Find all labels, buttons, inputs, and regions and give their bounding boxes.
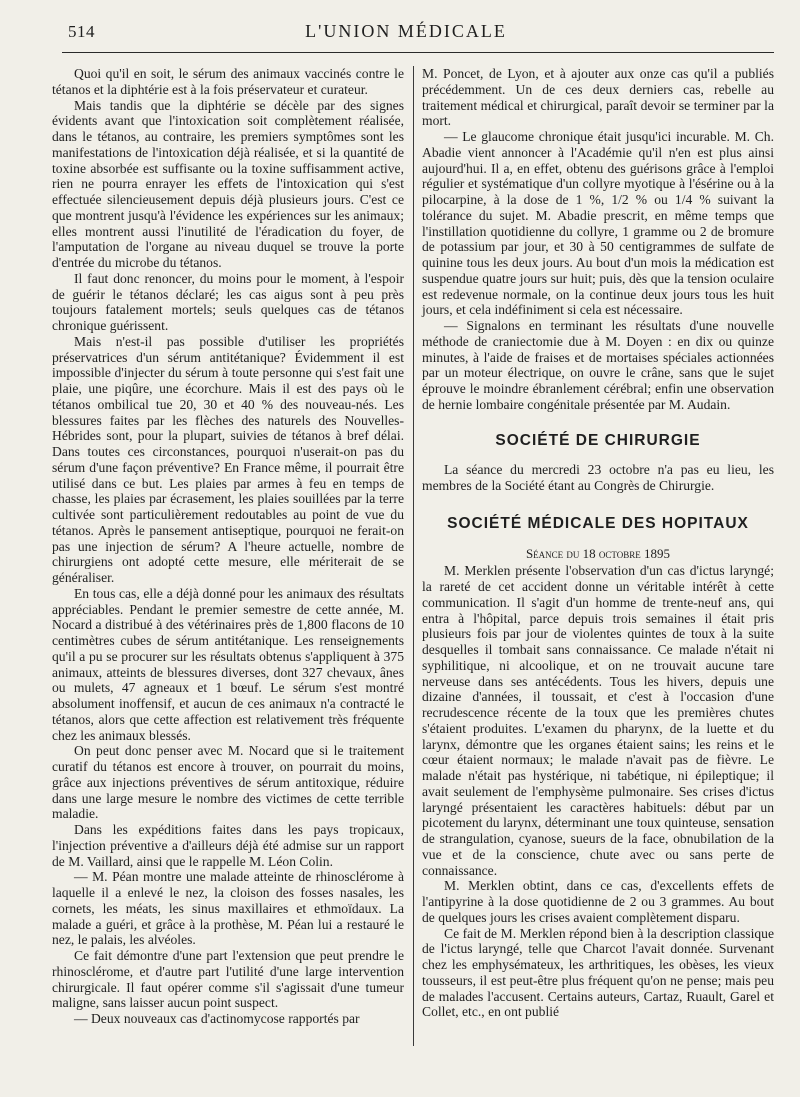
section-title-chirurgie: SOCIÉTÉ DE CHIRURGIE: [495, 431, 701, 449]
page-header: [40, 18, 772, 48]
section-title-hopitaux: SOCIÉTÉ MÉDICALE DES HOPITAUX: [447, 514, 749, 532]
paragraph: M. Merklen obtint, dans ce cas, d'excellents effets de l'antipyrine à la dose quotidienne de 2 ou 3 grammes. Au bout de quelques jours les crises avaient complètement disparu.: [422, 878, 774, 925]
paragraph: — M. Péan montre une malade atteinte de rhinosclérome à laquelle il a enlevé le nez, la cloison des fosses nasales, les cornets, les méats, les sinus maxillaires et ethmoïdaux. La malade a guéri, et grâce à la prothèse, M. Péan lui a restauré le nez, le palais, les alvéoles.: [52, 869, 404, 948]
session-date: Séance du 18 octobre 1895: [525, 545, 671, 561]
paragraph: M. Poncet, de Lyon, et à ajouter aux onze cas qu'il a publiés précédemment. Un de ces deux derniers cas, rebelle au traitement médical et chirurgical, paraît devoir se terminer par la mort.: [422, 66, 774, 129]
paragraph: Mais tandis que la diphtérie se décèle par des signes évidents avant que l'intoxication soit complètement réalisée, dans le tétanos, au contraire, les premiers symptômes sont les manifestations de l'intoxication déjà réalisée, et si la quantité de toxine absorbée est suffisante ou la toxine suffisamment active, rien ne pourra enrayer les effets de l'intoxication qui s'est effectuée silencieusement depuis déjà plusieurs jours. C'est ce que montrent jusqu'à l'évidence les expériences sur les animaux; elles montrent aussi l'inutilité de l'éradication du foyer, de l'amputation de l'organe au niveau duquel se trouve la porte d'entrée du microbe du tétanos.: [52, 97, 404, 270]
paragraph: — Deux nouveaux cas d'actinomycose rapportés par: [74, 1011, 360, 1026]
paragraph: En tous cas, elle a déjà donné pour les animaux des résultats appréciables. Pendant le premier semestre de cette année, M. Nocard a distribué à des vétérinaires près de 1,800 flacons de 10 centimètres cubes de sérum antitétanique. Les renseignements qu'il a pu se procurer sur les résultats obtenus s'appliquent à 375 animaux, atteints de blessures diverses, dont 327 chevaux, ânes ou mulets, 47 agneaux et 1 bœuf. Le sérum s'est montré absolument inoffensif, et aucun de ces animaux n'a contracté le tétanos, alors que cette affection est relativement très fréquente chez les animaux blessés.: [52, 585, 404, 743]
paragraph: — Signalons en terminant les résultats d'une nouvelle méthode de craniectomie due à M. Doyen : en dix ou quinze minutes, à l'aide de fraises et de mortaises spéciales actionnées par un moteur électrique, on ouvre le crâne, sans que le sujet éprouve le moindre ébranlement cérébral; enfin une observation de hernie lombaire congénitale présentée par M. Audain.: [422, 318, 774, 412]
right-column: [422, 66, 774, 1020]
paragraph: M. Merklen présente l'observation d'un cas d'ictus laryngé; la rareté de cet accident donne un véritable intérêt à cette communication. Il s'agit d'un homme de trente-neuf ans, qui entra à l'hôpital, parce depuis trois semaines il était pris plusieurs fois par jour de violentes quintes de toux à la suite desquelles il tombait sans connaissance. Ce malade n'était ni syphilitique, ni alcoolique, et on ne trouvait aucune tare nerveuse dans ses antécédents. Tous les hivers, depuis une dizaine d'années, il toussait, et c'est à l'occasion d'une recrudescence récente de la toux que les premières chutes s'étaient produites. L'examen du pharynx, de la luette et du larynx, démontre que les organes étaient sains; les reins et le cœur étaient normaux; le malade n'avait pas de fièvre. Le malade n'était pas hystérique, ni tabétique, ni épileptique; il avait seulement de l'emphysème pulmonaire. Ses crises d'ictus laryngé présentaient les caractères habituels: début par un picotement du larynx, déterminant une toux quinteuse, sensation de strangulation, cyanose, sueurs de la face, obnubilation de la vue et de la conscience, chute avec ou sans perte de connaissance.: [422, 563, 774, 878]
paragraph: Mais n'est-il pas possible d'utiliser les propriétés préservatrices d'un sérum antitétanique? Évidemment il est impossible d'injecter du sérum à toute personne qui s'est fait une plaie, une piqûre, une écorchure. Mais il est des pays où le tétanos ombilical tue 20, 30 et 40 % des nouveau-nés. Les blessures faites par les flèches des naturels des Nouvelles-Hébrides sont, pour la plupart, suivies de tétanos à bref délai. Dans toutes ces circonstances, pourquoi n'userait-on pas du sérum d'une façon préventive? En France même, il pourrait être utilisé dans ce but. Les plaies par armes à feu en temps de chasse, les plaies par écrasement, les plaies souillées par la terre cultivée sont particulièrement redoutables au point de vue du tétanos. Après le pansement antiseptique, pourquoi ne ferait-on pas une injection de sérum? A l'heure actuelle, nombre de chirurgiens ont adopté cette mesure, elle mériterait de se généraliser.: [52, 333, 404, 585]
paragraph: Ce fait démontre d'une part l'extension que peut prendre le rhinosclérome, et d'autre part l'utilité d'une large intervention chirurgicale. Il faut opérer comme s'il s'agissait d'une tumeur maligne, sans laisser aucun point suspect.: [52, 948, 404, 1011]
journal-title: L'UNION MÉDICALE: [305, 21, 507, 41]
paragraph: La séance du mercredi 23 octobre n'a pas eu lieu, les membres de la Société étant au Congrès de Chirurgie.: [422, 462, 774, 493]
column-divider: [413, 66, 414, 1046]
paragraph: — Le glaucome chronique était jusqu'ici incurable. M. Ch. Abadie vient annoncer à l'Académie qu'il n'en est plus ainsi aujourd'hui. Il a, en effet, obtenu des guérisons grâce à l'emploi régulier et systématique d'un collyre myotique à l'ésérine ou à la pilocarpine, à la dose de 1 %, 1/2 % ou 1/4 % suivant la tolérance du sujet. M. Abadie prescrit, en même temps que l'instillation quotidienne du collyre, 1 gramme ou 2 de bromure de potassium par jour, et 30 à 50 centigrammes de sulfate de quinine tous les deux jours. Au bout d'un mois la médication est suspendue quatre jours sur huit; puis, dès que la tension oculaire est redevenue normale, on la continue deux jours tous les huit jours, et cela indéfiniment si cela est nécessaire.: [422, 129, 774, 318]
page-number: 514: [68, 22, 95, 41]
paragraph: Dans les expéditions faites dans les pays tropicaux, l'injection préventive a d'ailleurs déjà été admise sur un rapport de M. Vaillard, ainsi que le rappelle M. Léon Colin.: [52, 822, 404, 869]
paragraph: Ce fait de M. Merklen répond bien à la description classique de l'ictus laryngé, telle que Charcot l'avait donnée. Survenant chez les emphysémateux, les arthritiques, les obèses, les vieux tousseurs, il est peut-être plus fréquent qu'on ne pense; mais peu de malades l'accusent. Certains auteurs, Cartaz, Ruault, Garel et Collet, etc., en ont publié: [422, 925, 774, 1020]
paragraph: Il faut donc renoncer, du moins pour le moment, à l'espoir de guérir le tétanos déclaré; les cas aigus sont à peu près toujours fatalement mortels; seuls quelques cas de tétanos chronique guérissent.: [52, 270, 404, 333]
paragraph: On peut donc penser avec M. Nocard que si le traitement curatif du tétanos est encore à trouver, on pourrait du moins, grâce aux injections préventives de sérum antitoxique, réduire dans une large mesure le nombre des victimes de cette terrible maladie.: [52, 743, 404, 822]
header-rule: [62, 52, 774, 53]
left-column: [52, 66, 404, 1027]
paragraph: Quoi qu'il en soit, le sérum des animaux vaccinés contre le tétanos et la diphtérie est à la fois préservateur et curateur.: [52, 66, 404, 97]
